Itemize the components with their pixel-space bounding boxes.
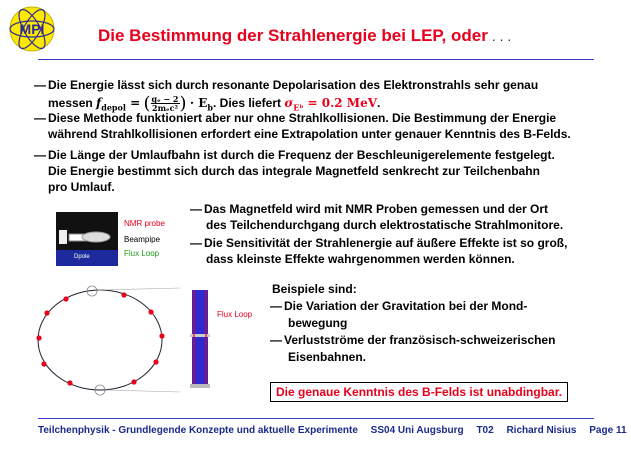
example-2-line-2: Eisenbahnen.	[288, 350, 367, 364]
bullet-2-line-1: — Diese Methode funktioniert aber nur ohne Strahlkollisionen. Die Bestimmung der Energie	[34, 111, 557, 125]
footer-code: T02	[476, 425, 494, 436]
example-1-line-2: bewegung	[288, 316, 348, 330]
footer-course: Teilchenphysik - Grundlegende Konzepte und aktuelle Experimente	[38, 425, 358, 436]
title-dots: . . .	[491, 28, 512, 44]
formula-fraction: $\frac{\text{gₑ − 2}}{\text{2mₑc²}}$	[151, 94, 179, 114]
bullet-1-line-1: — Die Energie lässt sich durch resonante Depolarisation des Elektronstrahls sehr genau	[34, 78, 539, 92]
flux-loop-label-2: Flux Loop	[217, 310, 253, 319]
dipole-label: Dpole	[74, 254, 90, 260]
bottom-divider	[38, 418, 594, 419]
examples-heading: Beispiele sind:	[272, 282, 357, 296]
bullet-5-line-1: — Die Sensitivität der Strahlenergie auf äußere Effekte ist so groß,	[190, 236, 568, 250]
bullet-3-line-2: Die Energie bestimmt sich durch das integrale Magnetfeld senkrecht zur Teilchenbahn	[48, 164, 540, 178]
slide-title	[98, 26, 511, 46]
bullet-3-line-1: — Die Länge der Umlaufbahn ist durch die Frequenz der Beschleunigerelemente festgelegt.	[34, 148, 555, 162]
formula-f: $f_{depol}$ =	[96, 96, 141, 113]
example-1-line-1: — Die Variation der Gravitation bei der Mond-	[270, 299, 528, 313]
title-main: Die Bestimmung der Strahlenergie bei LEP, oder	[98, 26, 488, 45]
flux-loop-figure	[180, 290, 260, 390]
beampipe-label: Beampipe	[124, 235, 161, 244]
footer-author: Richard Nisius	[506, 425, 577, 436]
bullet-5-line-2: dass kleinste Effekte wahrgenommen werden können.	[206, 252, 515, 266]
footer-page: Page 11	[589, 425, 627, 436]
bullet-2-line-2: während Strahlkollisionen erfordert eine Extrapolation unter genauer Kenntnis des B-Felds.	[48, 127, 571, 141]
bullet-4-line-1: — Das Magnetfeld wird mit NMR Proben gemessen und der Ort	[190, 202, 549, 216]
conclusion-box: Die genaue Kenntnis des B-Felds ist unabdingbar.	[270, 382, 568, 402]
flux-loop-bars	[180, 290, 220, 390]
flux-loop-label: Flux Loop	[124, 249, 160, 258]
bullet-4-line-2: des Teilchendurchgang durch elektrostatische Strahlmonitore.	[206, 218, 564, 232]
top-divider	[38, 59, 594, 60]
sigma-result: $\sigma_{Eᵇ} = 0.2$ MeV	[284, 96, 378, 113]
dipole-cross-section-figure	[56, 212, 176, 266]
footer	[38, 425, 627, 436]
lep-ring-diagram	[30, 280, 180, 398]
footer-term: SS04 Uni Augsburg	[370, 425, 464, 436]
bullet-1-line-2: messen $f_{depol}$ = ( $\frac{\text{gₑ − 2}}{\text{2mₑc²}}$ ) · $E_b$. Dies liefert $\sigma_{Eᵇ} = 0.2$ MeV.	[48, 92, 381, 114]
mpi-atom-logo	[6, 4, 58, 54]
example-2-line-1: — Verlustströme der französisch-schweizerischen	[270, 333, 556, 347]
bullet-3-line-3: pro Umlauf.	[48, 180, 115, 194]
logo-text: MPI	[19, 21, 45, 37]
nmr-probe-label: NMR probe	[124, 219, 165, 228]
